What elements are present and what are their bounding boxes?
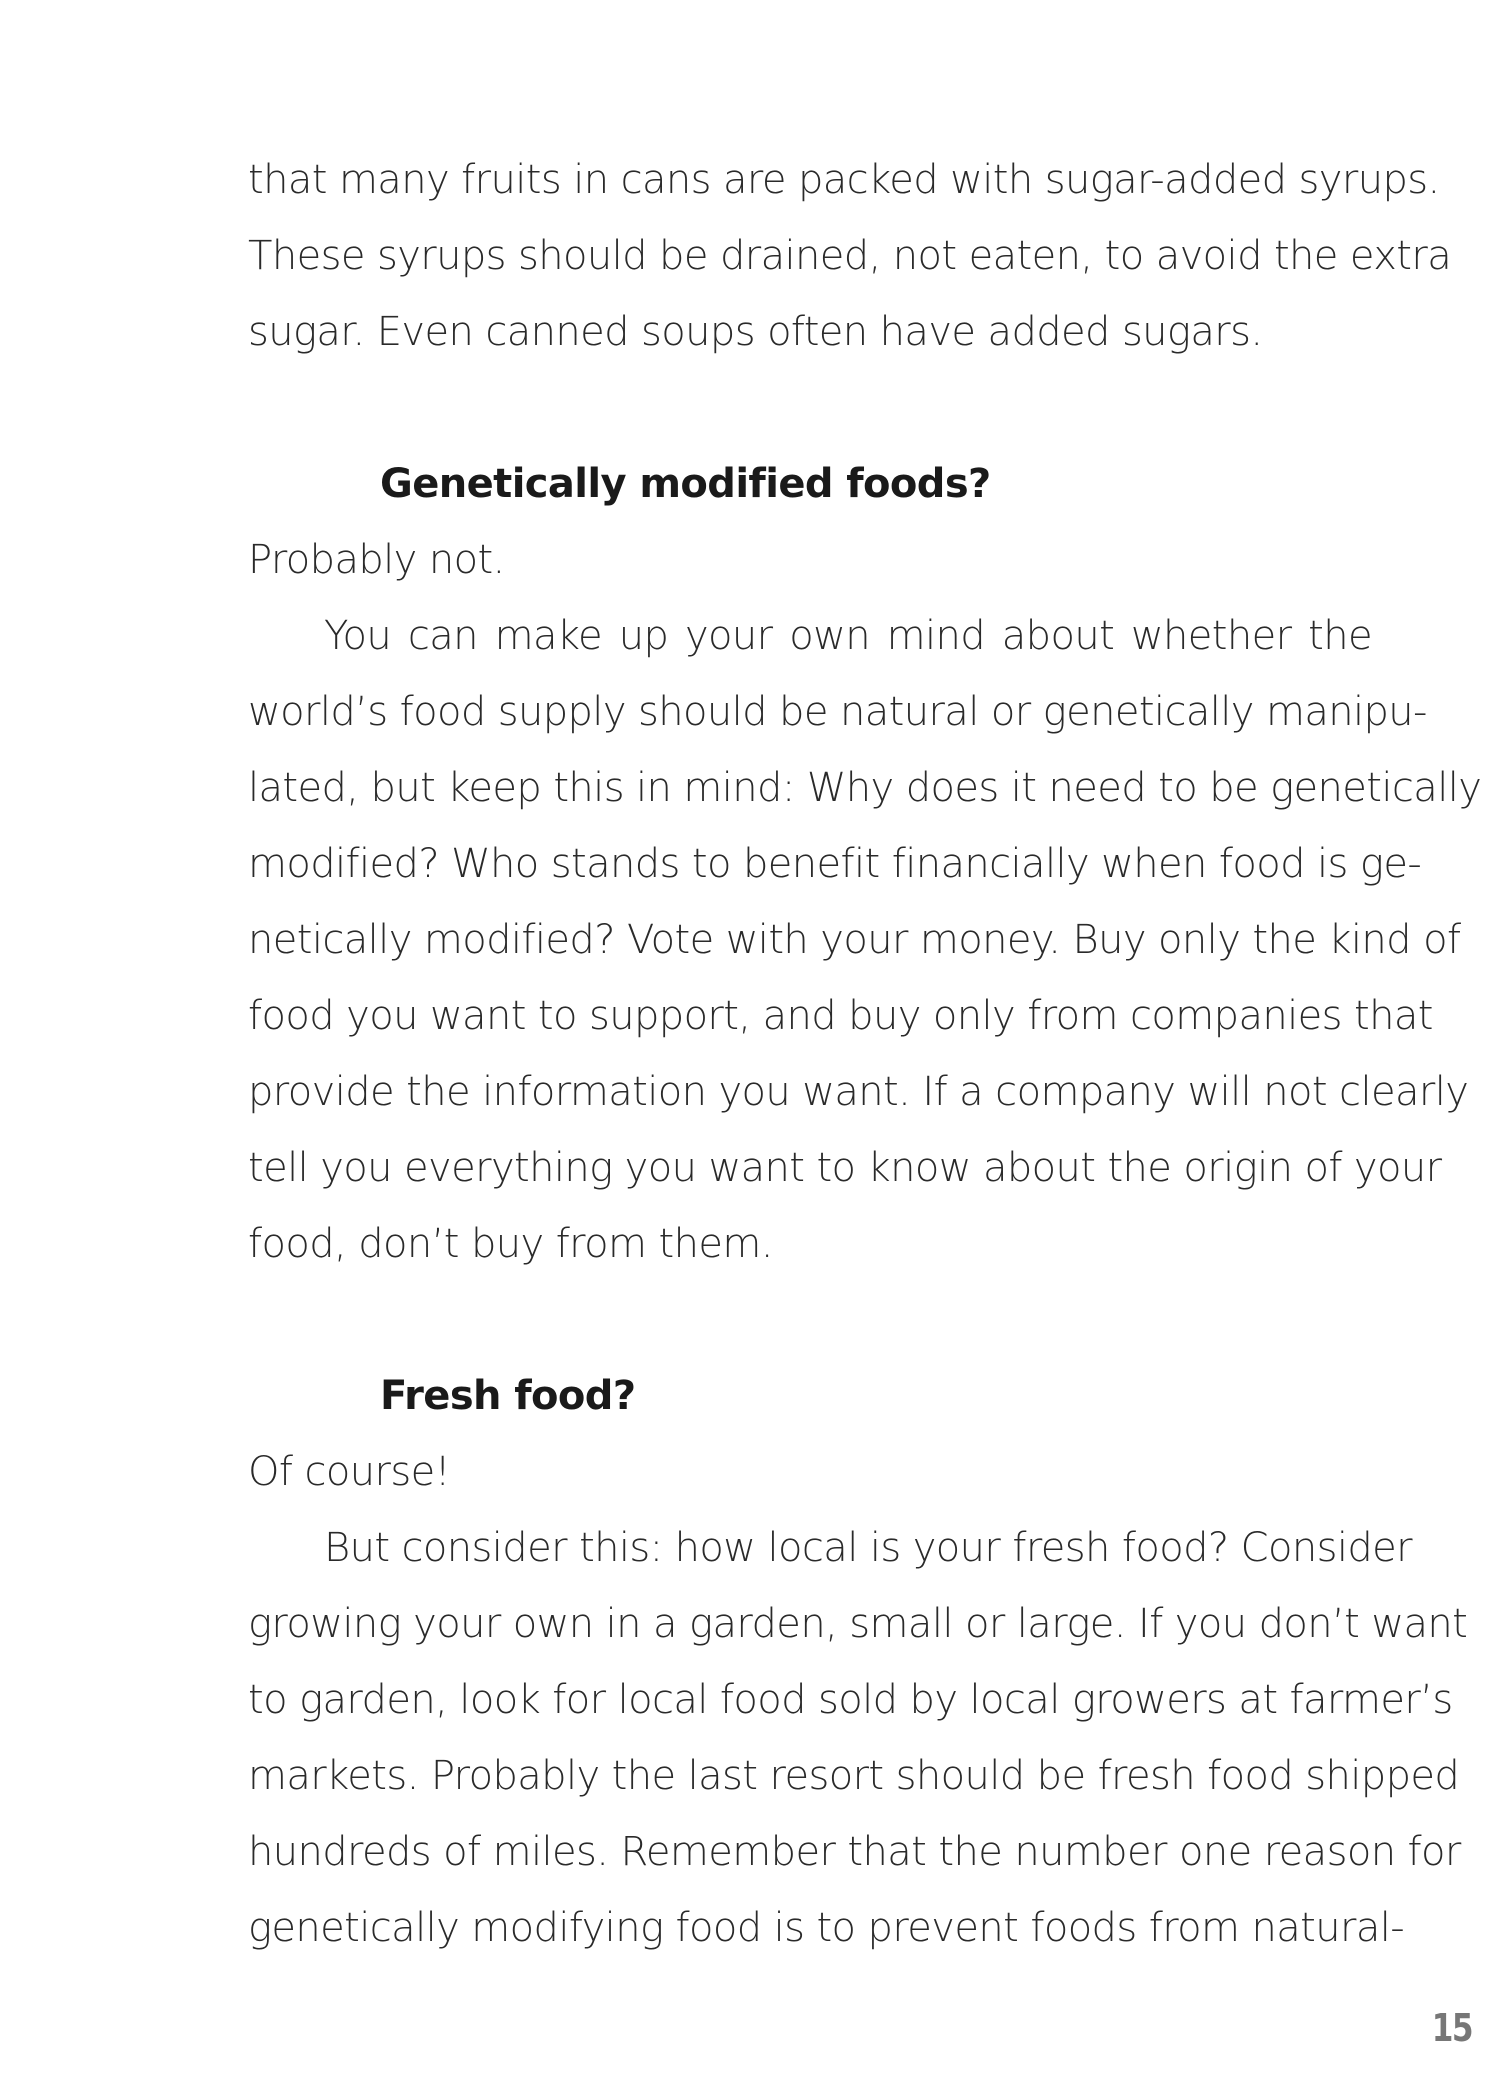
section-answer-fresh: Of course! (248, 1449, 451, 1495)
body-text-line: provide the information you want. If a company will not clearly (248, 1069, 1469, 1115)
paragraph-gap (248, 1282, 1372, 1358)
page-body (248, 142, 1482, 1966)
paragraph-gap (248, 370, 1372, 446)
body-text-line: lated, but keep this in mind: Why does it need to be genetically (248, 765, 1482, 811)
section-answer-gmo: Probably not. (248, 537, 505, 583)
body-text-line: food, don’t buy from them. (248, 1221, 773, 1267)
body-text-line: markets. Probably the last resort should be fresh food shipped (248, 1753, 1460, 1799)
section-heading-fresh: Fresh food? (380, 1373, 636, 1419)
body-text-line: that many fruits in cans are packed with sugar-added syrups. (248, 157, 1440, 203)
body-text-line: sugar. Even canned soups often have added sugars. (248, 309, 1263, 355)
body-text-line: These syrups should be drained, not eaten, to avoid the extra (248, 233, 1452, 279)
body-text-line: genetically modifying food is to prevent foods from natural- (248, 1905, 1405, 1951)
body-text-line: modified? Who stands to benefit financially when food is ge- (248, 841, 1422, 887)
section-heading-gmo: Genetically modified foods? (380, 461, 991, 507)
body-text-line: tell you everything you want to know about the origin of your (248, 1145, 1442, 1191)
body-text-line: hundreds of miles. Remember that the number one reason for (248, 1829, 1461, 1875)
body-text-line: to garden, look for local food sold by local growers at farmer’s (248, 1677, 1453, 1723)
page-number: 15 (1431, 2006, 1472, 2050)
body-text-line: food you want to support, and buy only from companies that (248, 993, 1433, 1039)
body-text-line: But consider this: how local is your fresh food? Consider (324, 1525, 1413, 1571)
body-text-line: world’s food supply should be natural or genetically manipu- (248, 689, 1427, 735)
body-text-line: growing your own in a garden, small or large. If you don’t want (248, 1601, 1468, 1647)
body-text-line: netically modified? Vote with your money. Buy only the kind of (248, 917, 1461, 963)
body-text-line: You can make up your own mind about whether the (324, 613, 1372, 659)
